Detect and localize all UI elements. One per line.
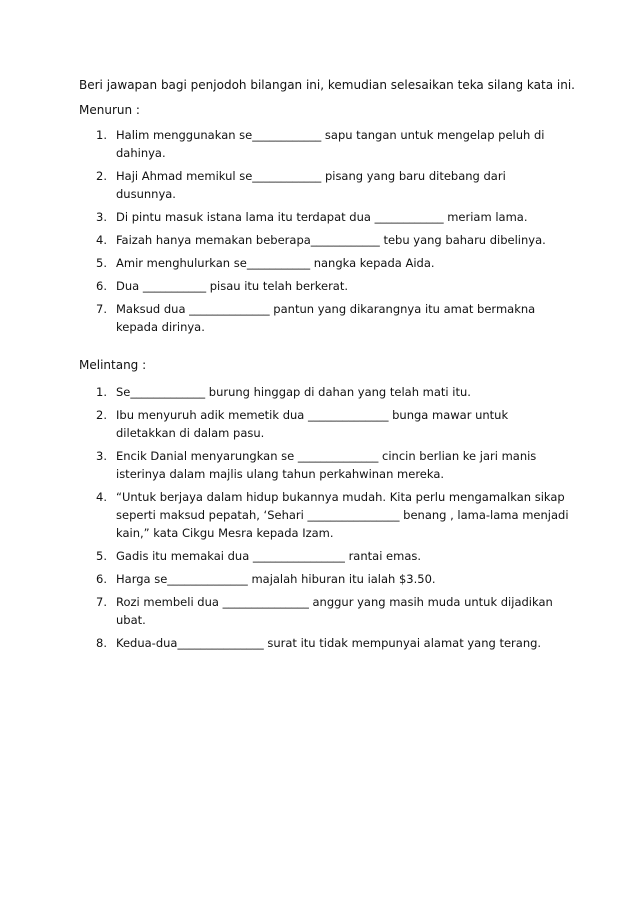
item-number: 5. bbox=[96, 256, 107, 270]
melintang-item bbox=[79, 488, 569, 542]
item-number: 8. bbox=[96, 636, 107, 650]
menurun-item bbox=[79, 208, 569, 226]
menurun-item bbox=[79, 231, 569, 249]
melintang-item bbox=[79, 406, 569, 442]
item-number: 6. bbox=[96, 279, 107, 293]
item-text: Faizah hanya memakan beberapa____________ tebu yang baharu dibelinya. bbox=[116, 233, 546, 247]
menurun-item bbox=[79, 277, 569, 295]
item-text: Di pintu masuk istana lama itu terdapat dua ____________ meriam lama. bbox=[116, 210, 528, 224]
melintang-item bbox=[79, 383, 569, 401]
melintang-item bbox=[79, 447, 569, 483]
melintang-list bbox=[79, 383, 569, 657]
item-number: 1. bbox=[96, 385, 107, 399]
item-number: 6. bbox=[96, 572, 107, 586]
item-number: 5. bbox=[96, 549, 107, 563]
item-text: Amir menghulurkan se___________ nangka kepada Aida. bbox=[116, 256, 435, 270]
melintang-heading: Melintang : bbox=[79, 358, 147, 372]
item-number: 3. bbox=[96, 449, 107, 463]
item-text: Gadis itu memakai dua ________________ rantai emas. bbox=[116, 549, 422, 563]
menurun-item bbox=[79, 300, 569, 336]
menurun-list bbox=[79, 126, 569, 341]
item-text: Encik Danial menyarungkan se ______________ cincin berlian ke jari manis isterinya dalam majlis ulang tahun perkahwinan mereka. bbox=[116, 449, 537, 481]
menurun-heading: Menurun : bbox=[79, 103, 140, 117]
item-number: 7. bbox=[96, 302, 107, 316]
item-number: 4. bbox=[96, 233, 107, 247]
item-number: 1. bbox=[96, 128, 107, 142]
item-number: 7. bbox=[96, 595, 107, 609]
item-text: Maksud dua ______________ pantun yang dikarangnya itu amat bermakna kepada dirinya. bbox=[116, 302, 536, 334]
item-text: Kedua-dua_______________ surat itu tidak mempunyai alamat yang terang. bbox=[116, 636, 542, 650]
item-number: 4. bbox=[96, 490, 107, 504]
melintang-item bbox=[79, 570, 569, 588]
item-number: 3. bbox=[96, 210, 107, 224]
menurun-item bbox=[79, 254, 569, 272]
item-text: Ibu menyuruh adik memetik dua ______________ bunga mawar untuk diletakkan di dalam pasu. bbox=[116, 408, 509, 440]
instruction-text: Beri jawapan bagi penjodoh bilangan ini, kemudian selesaikan teka silang kata ini. bbox=[79, 78, 575, 92]
item-text: Rozi membeli dua _______________ anggur yang masih muda untuk dijadikan ubat. bbox=[116, 595, 553, 627]
item-text: Halim menggunakan se____________ sapu tangan untuk mengelap peluh di dahinya. bbox=[116, 128, 545, 160]
item-text: Harga se______________ majalah hiburan itu ialah $3.50. bbox=[116, 572, 436, 586]
menurun-item bbox=[79, 167, 569, 203]
item-text: Dua ___________ pisau itu telah berkerat. bbox=[116, 279, 349, 293]
item-number: 2. bbox=[96, 169, 107, 183]
melintang-item bbox=[79, 593, 569, 629]
item-text: Se_____________ burung hinggap di dahan yang telah mati itu. bbox=[116, 385, 471, 399]
melintang-item bbox=[79, 634, 569, 652]
item-text: Haji Ahmad memikul se____________ pisang yang baru ditebang dari dusunnya. bbox=[116, 169, 506, 201]
item-text: “Untuk berjaya dalam hidup bukannya mudah. Kita perlu mengamalkan sikap seperti maksud pepatah, ‘Sehari ________________ benang , lama-lama menjadi kain,” kata Cikgu Mesra kepada Izam. bbox=[116, 490, 569, 540]
melintang-item bbox=[79, 547, 569, 565]
menurun-item bbox=[79, 126, 569, 162]
item-number: 2. bbox=[96, 408, 107, 422]
